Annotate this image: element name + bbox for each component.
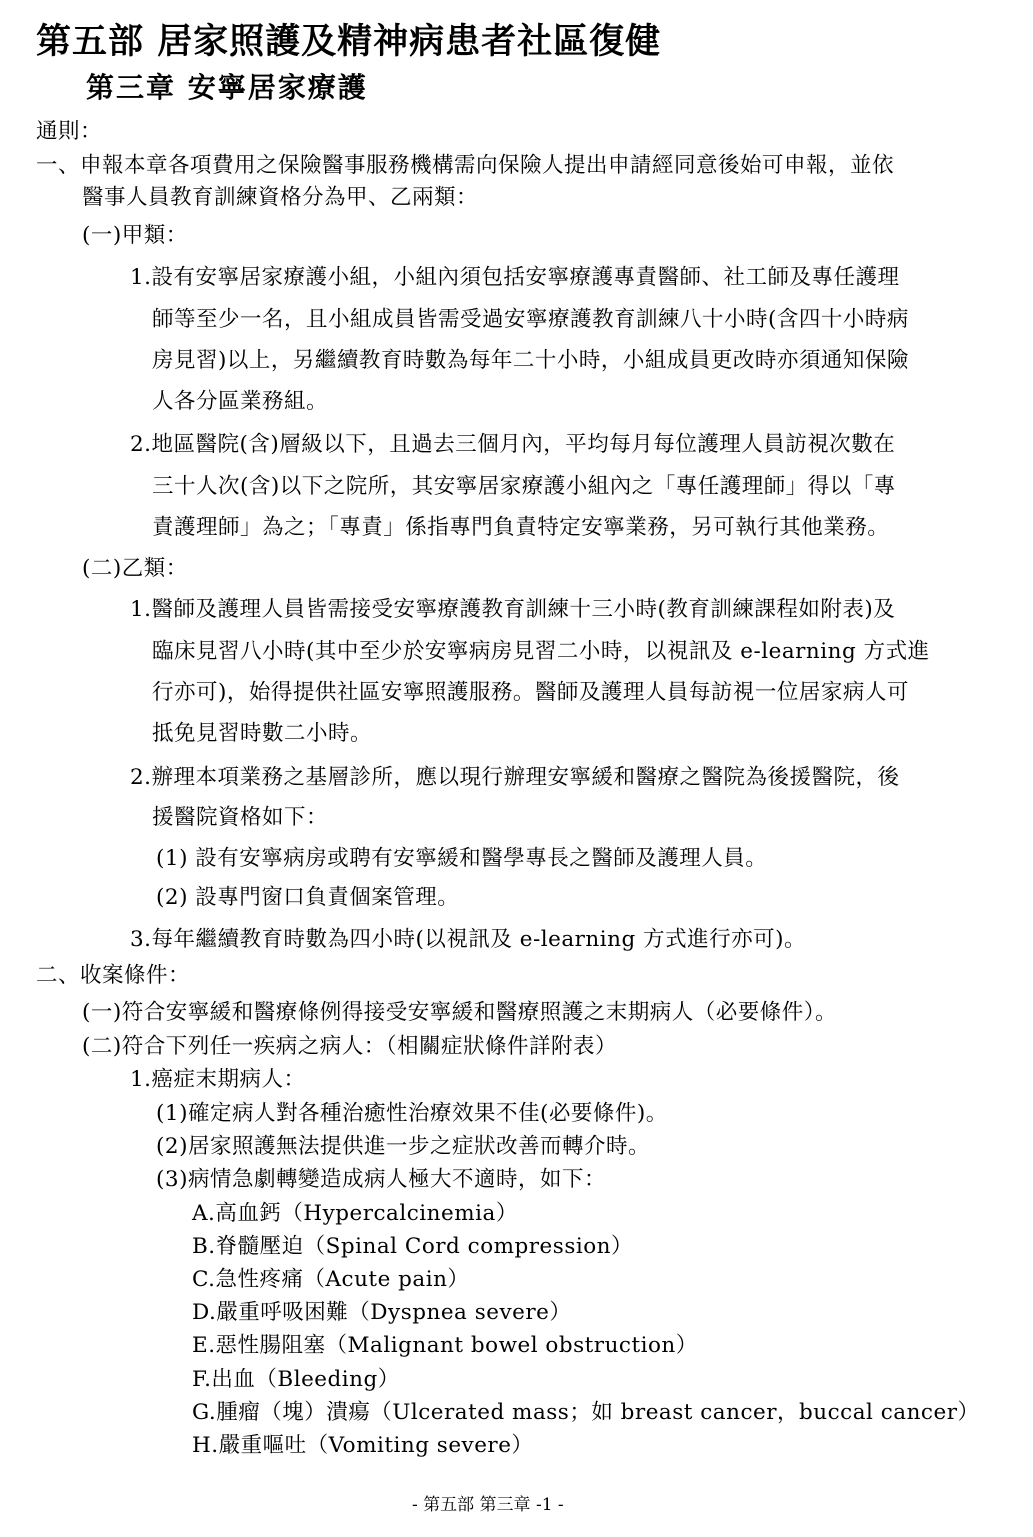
part-title: 第五部 居家照護及精神病患者社區復健 <box>36 22 662 62</box>
page-footer: - 第五部 第三章 -1 - <box>412 1495 564 1515</box>
class-a-point1-line: 1.設有安寧居家療護小組，小組內須包括安寧療護專責醫師、社工師及專任護理 <box>130 265 900 290</box>
general-rules-label: 通則： <box>36 119 103 144</box>
class-b-point1-line: 行亦可)，始得提供社區安寧照護服務。醫師及護理人員每訪視一位居家病人可 <box>152 680 909 705</box>
class-a-point1-line: 師等至少一名，且小組成員皆需受過安寧療護教育訓練八十小時(含四十小時病 <box>152 307 909 332</box>
cancer-label: 1.癌症末期病人： <box>130 1067 306 1092</box>
class-b-label: (二)乙類： <box>82 556 188 581</box>
class-b-point3: 3.每年繼續教育時數為四小時(以視訊及 e-learning 方式進行亦可)。 <box>130 927 806 952</box>
class-b-point1-line: 臨床見習八小時(其中至少於安寧病房見習二小時，以視訊及 e-learning 方式進 <box>152 639 930 664</box>
class-b-point2-line: 2.辦理本項業務之基層診所，應以現行辦理安寧緩和醫療之醫院為後援醫院，後 <box>130 765 900 790</box>
symptom-item: F.出血（Bleeding） <box>192 1367 400 1392</box>
item2-condition: (一)符合安寧緩和醫療條例得接受安寧緩和醫療照護之末期病人（必要條件）。 <box>82 1000 838 1025</box>
class-b-sub-item: (1) 設有安寧病房或聘有安寧緩和醫學專長之醫師及護理人員。 <box>156 846 768 871</box>
class-a-point2-line: 2.地區醫院(含)層級以下，且過去三個月內，平均每月每位護理人員訪視次數在 <box>130 432 896 457</box>
class-a-point2-line: 責護理師」為之；「專責」係指專門負責特定安寧業務，另可執行其他業務。 <box>152 515 890 540</box>
class-b-point1-line: 抵免見習時數二小時。 <box>152 721 373 746</box>
class-a-point1-line: 房見習)以上，另繼續教育時數為每年二十小時，小組成員更改時亦須通知保險 <box>152 348 909 373</box>
symptom-item: G.腫瘤（塊）潰瘍（Ulcerated mass；如 breast cancer，buccal cancer） <box>192 1400 980 1425</box>
chapter-title: 第三章 安寧居家療護 <box>86 71 368 104</box>
class-a-label: (一)甲類： <box>82 223 188 248</box>
item2-label: 二、收案條件： <box>36 963 191 988</box>
class-b-point2-line: 援醫院資格如下： <box>152 805 329 830</box>
symptom-item: B.脊髓壓迫（Spinal Cord compression） <box>192 1234 634 1259</box>
class-b-sub-item: (2) 設專門窗口負責個案管理。 <box>156 885 460 910</box>
symptom-item: A.高血鈣（Hypercalcinemia） <box>192 1201 518 1226</box>
item1-line: 醫事人員教育訓練資格分為甲、乙兩類： <box>82 185 479 210</box>
item2-condition: (二)符合下列任一疾病之病人：（相關症狀條件詳附表） <box>82 1034 618 1059</box>
cancer-criterion: (1)確定病人對各種治癒性治療效果不佳(必要條件)。 <box>156 1101 668 1126</box>
class-b-point1-line: 1.醫師及護理人員皆需接受安寧療護教育訓練十三小時(教育訓練課程如附表)及 <box>130 597 896 622</box>
cancer-criterion: (3)病情急劇轉變造成病人極大不適時，如下： <box>156 1167 606 1192</box>
item1-line: 一、申報本章各項費用之保險醫事服務機構需向保險人提出申請經同意後始可申報，並依 <box>36 153 895 178</box>
symptom-item: D.嚴重呼吸困難（Dyspnea severe） <box>192 1300 572 1325</box>
cancer-criterion: (2)居家照護無法提供進一步之症狀改善而轉介時。 <box>156 1134 650 1159</box>
symptom-item: E.惡性腸阻塞（Malignant bowel obstruction） <box>192 1333 698 1358</box>
class-a-point1-line: 人各分區業務組。 <box>152 389 329 414</box>
symptom-item: C.急性疼痛（Acute pain） <box>192 1267 470 1292</box>
class-a-point2-line: 三十人次(含)以下之院所，其安寧居家療護小組內之「專任護理師」得以「專 <box>152 474 896 499</box>
symptom-item: H.嚴重嘔吐（Vomiting severe） <box>192 1433 534 1458</box>
